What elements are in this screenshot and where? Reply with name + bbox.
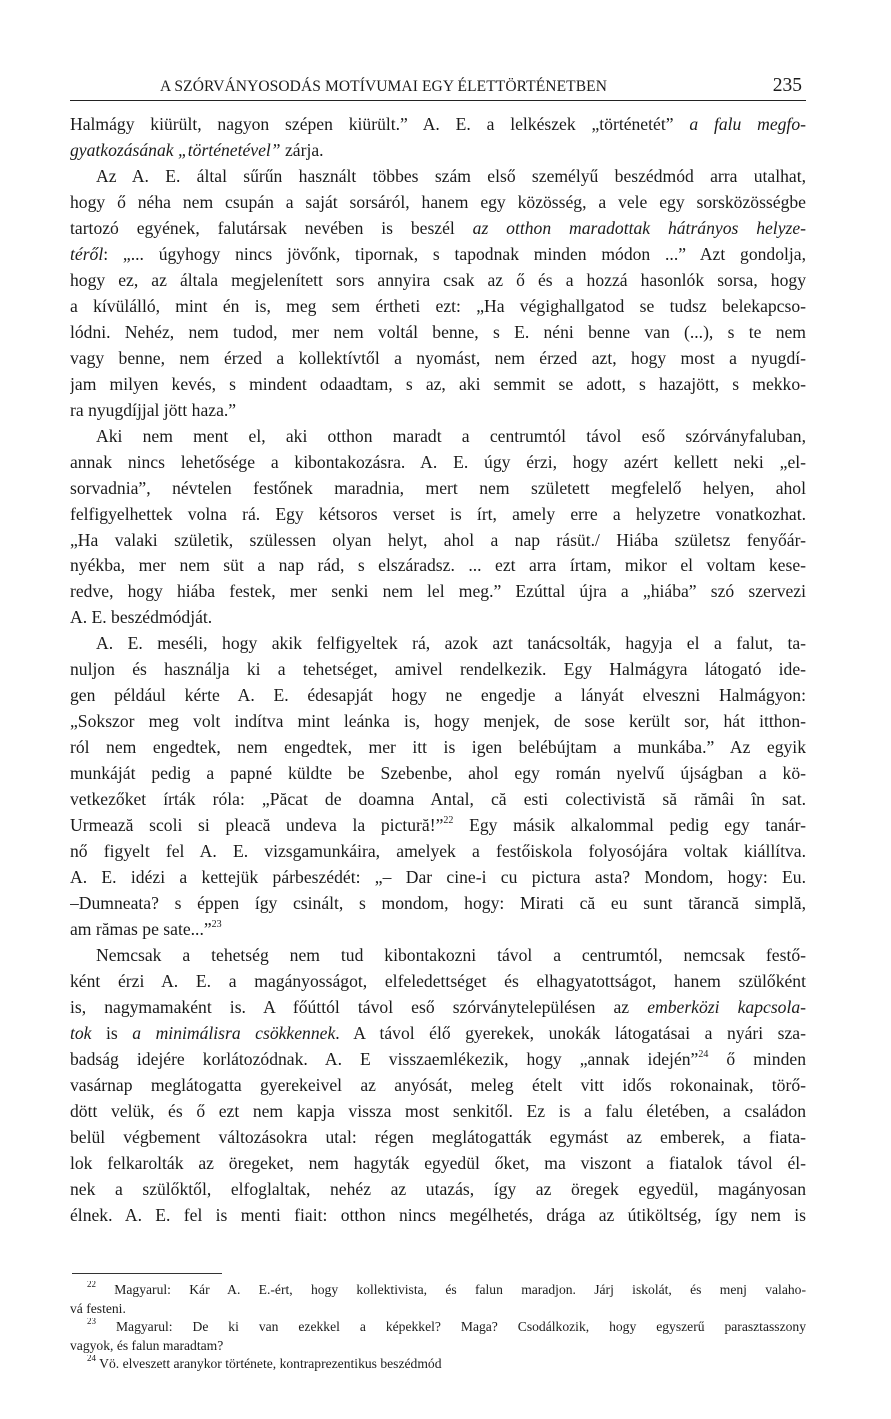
text-line	[70, 761, 806, 787]
text-run: Aki nem ment el, aki otthon maradt a centrumtól távol eső szórványfaluban,	[96, 425, 806, 446]
text-run: Vö. elveszett aranykor története, kontraprezentikus beszédmód	[96, 1356, 442, 1371]
text-run: vetkezőket írták róla: „Păcat de doamna Antal, că esti colectivistă să rămâi în sat.	[70, 789, 806, 810]
text-run: zárja.	[280, 139, 324, 160]
text-run: annak nincs lehetősége a kibontakozásra. A. E. úgy érzi, hogy azért kellett neki „el-	[70, 451, 806, 472]
text-run: . A távol élő gyerekek, unokák látogatásai a nyári sza-	[335, 1022, 806, 1043]
text-line	[70, 917, 806, 943]
text-run: a kívülálló, mint én is, meg sem értheti ezt: „Ha végighallgatod se tudsz belekapcso-	[70, 295, 806, 316]
text-line	[70, 891, 806, 917]
footnotes	[70, 1281, 806, 1374]
text-line	[70, 709, 806, 735]
text-run: belül végbement változásokra utal: régen meglátogatták egymást az emberek, a fiata-	[70, 1126, 806, 1147]
header-rule	[70, 100, 806, 101]
footnote-ref: 22	[443, 815, 454, 827]
text-run: hogy ő néha nem csupán a saját sorsáról, hanem egy közösség, a vele egy sorsközösségbe	[70, 191, 806, 212]
text-run: A. E. meséli, hogy akik felfigyeltek rá, azok azt tanácsolták, hagyja el a falut, ta-	[96, 633, 806, 654]
text-line	[70, 1151, 806, 1177]
page-number: 235	[772, 75, 802, 96]
text-run: Halmágy kiürült, nagyon szépen kiürült.” A. E. a lelkészek „történetét”	[70, 114, 690, 134]
text-run: tartozó egyének, falutársak nevében is beszél	[70, 217, 473, 238]
footnote-line	[70, 1337, 806, 1356]
text-line	[70, 502, 806, 528]
text-line	[70, 450, 806, 476]
text-run: Nemcsak a tehetség nem tud kibontakozni távol a centrumtól, nemcsak festő-	[96, 945, 806, 965]
text-run: A. E. idézi a kettejük párbeszédét: „– Dar cine-i cu pictura asta? Mondom, hogy: Eu.	[70, 867, 806, 888]
text-run: am rămas pe sate...”	[70, 919, 212, 940]
text-run: sorvadnia”, névtelen festőnek maradnia, mert nem született megfelelő helyen, ahol	[70, 477, 806, 498]
italic-text: emberközi kapcsola-	[647, 996, 806, 1017]
page-header	[70, 76, 806, 102]
text-line	[70, 865, 806, 891]
text-run: élnek. A. E. fel is menti fiait: otthon nincs megélhetés, drága az útiköltség, így nem is	[70, 1204, 806, 1225]
text-run: badság idejére korlátozódnak. A. E visszaemlékezik, hogy „annak idején”	[70, 1048, 699, 1069]
text-run: gen például kérte A. E. édesapját hogy ne engedje a lányát elveszni Halmágyon:	[70, 685, 806, 706]
italic-text: az otthon maradottak hátrányos helyze-	[472, 217, 806, 238]
text-line	[70, 969, 806, 995]
italic-text: a falu megfo-	[689, 114, 806, 134]
footnote-line	[70, 1281, 806, 1300]
italic-text: gyatkozásának „történetével”	[70, 139, 281, 160]
text-line	[70, 346, 806, 372]
text-run: vá festeni.	[70, 1300, 126, 1316]
text-line	[70, 138, 806, 164]
text-line	[70, 1203, 806, 1229]
text-run: lódni. Nehéz, nem tudod, mer nem voltál benne, s E. néni benne van (...), s te nem	[70, 321, 806, 342]
text-line	[70, 1177, 806, 1203]
text-line	[70, 1125, 806, 1151]
text-run: „Sokszor meg volt indítva mint leánka is, hogy menjek, de sose került sor, hát itthon-	[70, 711, 806, 732]
text-run: Magyarul: De ki van ezekkel a képekkel? Maga? Csodálkozik, hogy egyszerű parasztasszony	[96, 1319, 806, 1334]
footnote-separator	[72, 1273, 222, 1274]
text-run: ra nyugdíjjal jött haza.”	[70, 399, 237, 420]
body-text	[70, 112, 806, 1229]
text-run: Az A. E. által sűrűn használt többes szám első személyű beszédmód arra utalhat,	[96, 165, 806, 186]
text-line	[70, 839, 806, 865]
text-line	[70, 787, 806, 813]
footnote-ref: 22	[87, 1281, 96, 1290]
text-line	[70, 1021, 806, 1047]
text-line	[70, 943, 806, 969]
text-run: A. E. beszédmódját.	[70, 607, 213, 628]
italic-text: tok	[70, 1022, 92, 1043]
text-run: Egy másik alkalommal pedig egy tanár-	[453, 815, 806, 836]
text-run: ról nem engedtek, nem engedtek, mer itt is igen belébújtam a munkába.” Az egyik	[70, 737, 806, 758]
text-run: nuljon és használja ki a tehetséget, amivel rendelkezik. Egy Halmágyra látogató ide-	[70, 659, 806, 680]
text-line	[70, 657, 806, 683]
text-line	[70, 813, 806, 839]
text-line	[70, 1047, 806, 1073]
text-run: ként érzi A. E. a magányosságot, elfeledettséget és elhagyatottságot, hanem szülőként	[70, 970, 806, 991]
text-line	[70, 579, 806, 605]
text-line	[70, 372, 806, 398]
text-line	[70, 683, 806, 709]
text-line	[70, 995, 806, 1021]
text-run: jam milyen kevés, s mindent odaadtam, s az, aki semmit se adott, s hazajött, s mekko-	[70, 373, 806, 394]
text-run: Urmează scoli si pleacă undeva la pictură!”	[70, 815, 444, 836]
text-run: : „... úgyhogy nincs jövőnk, tipornak, s tapodnak minden módon ...” Azt gondolja,	[103, 243, 806, 264]
text-run: is, nagymamaként is. A főúttól távol eső szórványtelepülésen az	[70, 996, 648, 1017]
text-line	[70, 190, 806, 216]
text-line	[70, 164, 806, 190]
text-run: ő minden	[708, 1048, 806, 1069]
footnote-line	[70, 1300, 806, 1319]
running-title: A SZÓRVÁNYOSODÁS MOTÍVUMAI EGY ÉLETTÖRTÉNETBEN	[160, 78, 608, 95]
footnote-line	[70, 1355, 806, 1374]
text-line	[70, 320, 806, 346]
text-run: is	[91, 1022, 133, 1043]
italic-text: a minimálisra csökkennek	[132, 1022, 336, 1043]
text-line	[70, 553, 806, 579]
text-run: vagyok, és falun maradtam?	[70, 1337, 224, 1353]
text-line	[70, 1073, 806, 1099]
text-line	[70, 242, 806, 268]
text-run: –Dumneata? s éppen így csinált, s mondom, hogy: Mirati că eu sunt tărancă simplă,	[70, 893, 806, 914]
text-run: felfigyelhettek volna rá. Egy kétsoros verset is írt, amely erre a helyzetre vonatkozhat.	[70, 503, 806, 524]
footnote-ref: 24	[87, 1355, 96, 1364]
text-line	[70, 631, 806, 657]
text-line	[70, 528, 806, 554]
footnote-ref: 23	[211, 919, 222, 931]
italic-text: téről	[70, 243, 104, 264]
text-line	[70, 398, 806, 424]
text-line	[70, 112, 806, 138]
text-run: lok felkarolták az öregeket, nem hagyták egyedül őket, ma viszont a fiatalok távol él-	[70, 1152, 806, 1173]
footnote-ref: 24	[698, 1049, 709, 1061]
text-line	[70, 424, 806, 450]
text-line	[70, 216, 806, 242]
text-line	[70, 1099, 806, 1125]
text-run: munkáját pedig a papné küldte be Szebenbe, ahol egy román nyelvű újságban a kö-	[70, 763, 806, 784]
text-run: vagy benne, nem érzed a kollektívtől a nyomást, nem érzed azt, hogy most a nyugdí-	[70, 347, 806, 368]
text-run: nő figyelt fel A. E. vizsgamunkáira, amelyek a festőiskola folyosójára voltak kiállítva.	[70, 841, 806, 862]
text-run: „Ha valaki születik, szülessen olyan helyt, ahol a nap rásüt./ Hiába születsz fenyőár-	[70, 529, 806, 550]
text-run: nek a szülőktől, elfoglaltak, nehéz az utazás, így az öregek egyedül, magányosan	[70, 1178, 806, 1199]
text-run: vasárnap meglátogatta gyerekeivel az anyósát, meleg ételt vitt idős rokonainak, törő-	[70, 1074, 806, 1095]
text-run: dött velük, és ő ezt nem kapja vissza most senkitől. Ez is a falu életében, a családon	[70, 1100, 806, 1121]
text-line	[70, 605, 806, 631]
text-line	[70, 735, 806, 761]
text-run: Magyarul: Kár A. E.-ért, hogy kollektivista, és falun maradjon. Járj iskolát, és menj valaho-	[96, 1282, 806, 1297]
text-run: hogy ez, az általa megjelenített sors annyira csak az ő és a hozzá hasonlók sorsa, hogy	[70, 269, 806, 290]
text-line	[70, 268, 806, 294]
footnote-line	[70, 1318, 806, 1337]
text-line	[70, 476, 806, 502]
text-run: nyékba, mer nem süt a nap rád, s elszáradsz. ... ezt arra írtam, mikor el voltam kese-	[70, 555, 806, 576]
footnote-ref: 23	[87, 1318, 96, 1327]
text-line	[70, 294, 806, 320]
text-run: redve, hogy hiába festek, mer senki nem lel meg.” Ezúttal újra a „hiába” szó szervezi	[70, 581, 806, 602]
